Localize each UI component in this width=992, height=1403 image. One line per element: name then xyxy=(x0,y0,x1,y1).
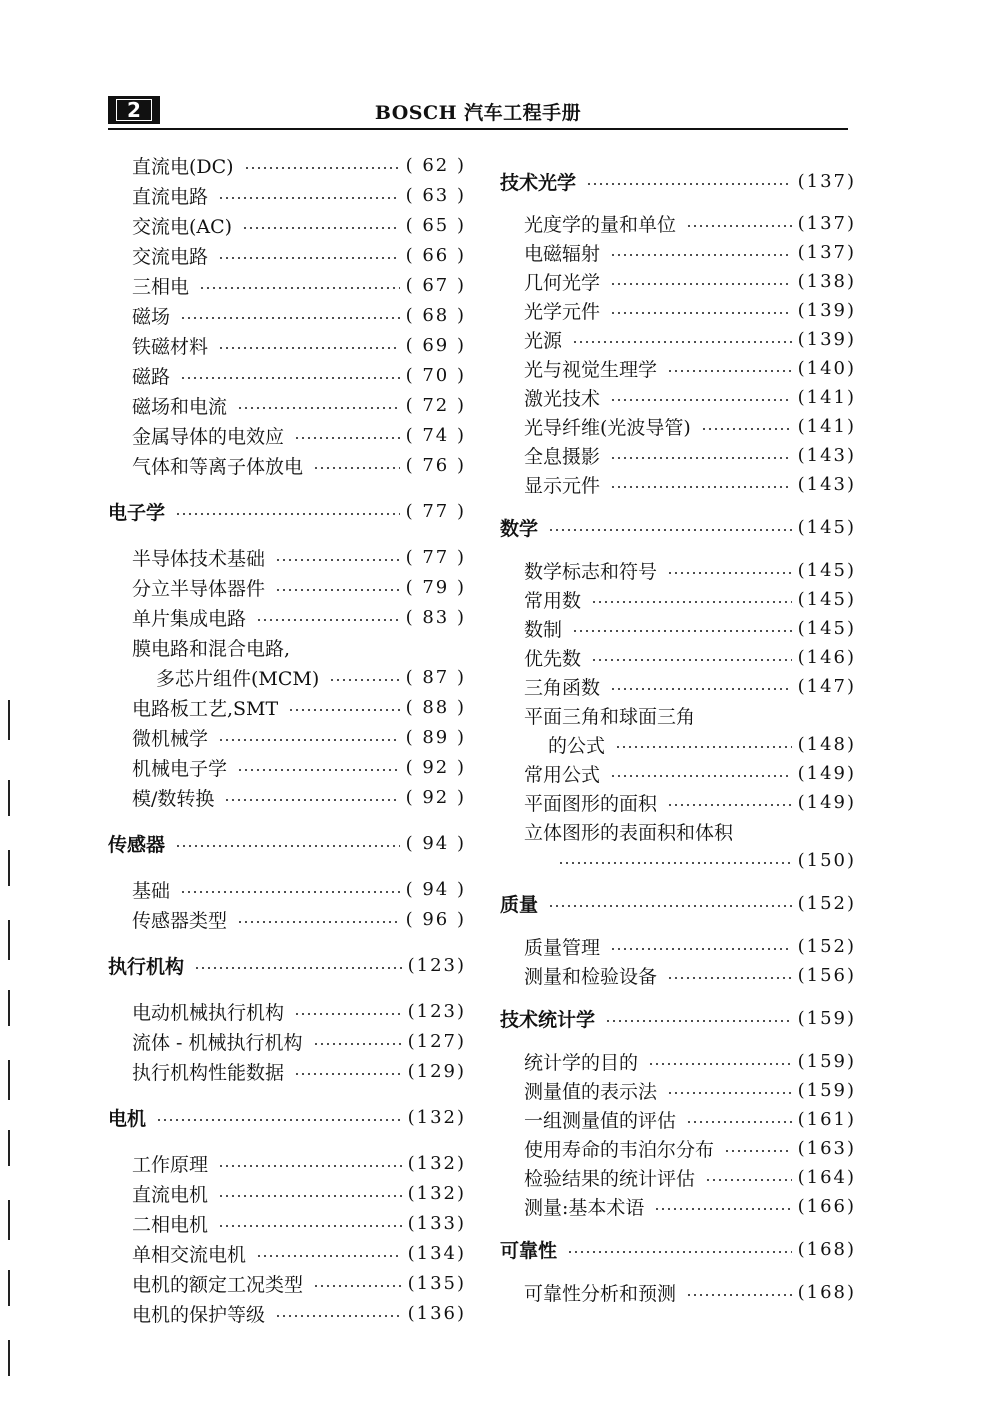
toc-entry xyxy=(500,295,856,325)
toc-page-number: (152) xyxy=(797,892,856,914)
toc-page-number: (137) xyxy=(797,241,856,263)
toc-entry-title: 的公式 xyxy=(548,734,606,757)
toc-page-number: (146) xyxy=(797,646,856,668)
dot-leader xyxy=(288,709,399,711)
toc-entry xyxy=(500,237,856,267)
toc-entry-title: 模/数转换 xyxy=(132,787,215,810)
dot-leader xyxy=(667,977,792,979)
toc-page-number: ( 94 ) xyxy=(405,832,466,854)
toc-page-number: (134) xyxy=(407,1242,466,1264)
running-title: BOSCH 汽车工程手册 xyxy=(374,102,582,124)
toc-entry xyxy=(500,324,856,354)
dot-leader xyxy=(180,891,400,893)
toc-page-number: ( 70 ) xyxy=(405,364,466,386)
toc-page-number: ( 67 ) xyxy=(405,274,466,296)
dot-leader xyxy=(180,317,400,319)
toc-entry-title: 全息摄影 xyxy=(524,445,601,468)
dot-leader xyxy=(218,257,400,259)
dot-leader xyxy=(275,1315,402,1317)
dot-leader xyxy=(294,1073,402,1075)
dot-leader xyxy=(686,225,792,227)
toc-entry-title: 单片集成电路 xyxy=(132,607,247,630)
toc-entry-title: 流体 - 机械执行机构 xyxy=(132,1031,303,1054)
toc-entry-title: 电机的额定工况类型 xyxy=(132,1273,304,1296)
toc-page-number: (136) xyxy=(407,1302,466,1324)
toc-entry xyxy=(108,420,466,450)
toc-entry-title: 多芯片组件(MCM) xyxy=(156,667,320,690)
toc-page-number: (139) xyxy=(797,328,856,350)
dot-leader xyxy=(705,1179,792,1181)
toc-entry-title: 直流电(DC) xyxy=(132,155,234,178)
dot-leader xyxy=(224,799,399,801)
toc-entry-title: 电动机械执行机构 xyxy=(132,1001,285,1024)
page-number: 2 xyxy=(116,99,152,121)
toc-entry xyxy=(108,330,466,360)
toc-page-number: (138) xyxy=(797,270,856,292)
dot-leader xyxy=(175,845,400,847)
toc-entry-title: 分立半导体器件 xyxy=(132,577,266,600)
toc-page-number: (127) xyxy=(407,1030,466,1052)
dot-leader xyxy=(237,407,400,409)
toc-entry xyxy=(108,450,466,480)
toc-page-number: ( 87 ) xyxy=(405,666,466,688)
toc-page-number: (163) xyxy=(797,1137,856,1159)
dot-leader xyxy=(610,283,792,285)
toc-entry xyxy=(108,662,466,692)
toc-entry-title: 气体和等离子体放电 xyxy=(132,455,304,478)
dot-leader xyxy=(313,1043,402,1045)
toc-page-number: (150) xyxy=(797,849,856,871)
toc-entry xyxy=(108,572,466,602)
toc-page-number: ( 92 ) xyxy=(405,786,466,808)
dot-leader xyxy=(586,183,792,185)
toc-page-number: (123) xyxy=(407,1000,466,1022)
toc-page-number: ( 79 ) xyxy=(405,576,466,598)
toc-page-number: (145) xyxy=(797,516,856,538)
dot-leader xyxy=(294,437,400,439)
toc-page-number: ( 63 ) xyxy=(405,184,466,206)
toc-entry-title: 传感器 xyxy=(108,833,166,856)
toc-entry xyxy=(500,729,856,759)
toc-page-number: (152) xyxy=(797,935,856,957)
toc-entry-title: 铁磁材料 xyxy=(132,335,209,358)
toc-entry-title: 数学标志和符号 xyxy=(524,560,658,583)
toc-entry-title: 测量:基本术语 xyxy=(524,1196,645,1219)
toc-entry-title: 传感器类型 xyxy=(132,909,228,932)
toc-entry xyxy=(108,996,466,1026)
toc-entry-title: 二相电机 xyxy=(132,1213,209,1236)
dot-leader xyxy=(610,312,792,314)
toc-page-number: (148) xyxy=(797,733,856,755)
toc-entry-title: 机械电子学 xyxy=(132,757,228,780)
toc-entry-title: 磁场和电流 xyxy=(132,395,228,418)
toc-page-number: ( 68 ) xyxy=(405,304,466,326)
toc-section-entry xyxy=(500,512,856,542)
toc-entry-title: 电磁辐射 xyxy=(524,242,601,265)
toc-entry-title: 优先数 xyxy=(524,647,582,670)
toc-entry xyxy=(500,671,856,701)
dot-leader xyxy=(548,905,792,907)
dot-leader xyxy=(218,197,400,199)
toc-page-number: (132) xyxy=(407,1182,466,1204)
dot-leader xyxy=(548,529,792,531)
toc-entry xyxy=(108,270,466,300)
toc-page-number: (132) xyxy=(407,1152,466,1174)
toc-entry xyxy=(108,782,466,812)
toc-page-number: (137) xyxy=(797,212,856,234)
dot-leader xyxy=(686,1294,792,1296)
toc-entry-title: 光导纤维(光波导管) xyxy=(524,416,691,439)
dot-leader xyxy=(605,1020,792,1022)
scan-margin-marks xyxy=(8,700,12,1380)
toc-entry-title: 工作原理 xyxy=(132,1153,209,1176)
toc-entry-title: 光学元件 xyxy=(524,300,601,323)
toc-page-number: (132) xyxy=(407,1106,466,1128)
toc-entry xyxy=(108,602,466,632)
dot-leader xyxy=(610,457,792,459)
toc-entry-title: 单相交流电机 xyxy=(132,1243,247,1266)
dot-leader xyxy=(572,341,792,343)
toc-page-number: (123) xyxy=(407,954,466,976)
toc-entry xyxy=(500,642,856,672)
toc-entry xyxy=(108,874,466,904)
toc-page-number: ( 74 ) xyxy=(405,424,466,446)
toc-entry xyxy=(500,1162,856,1192)
dot-leader xyxy=(615,746,792,748)
toc-page-number: (149) xyxy=(797,791,856,813)
toc-page-number: (164) xyxy=(797,1166,856,1188)
toc-page-number: (145) xyxy=(797,588,856,610)
dot-leader xyxy=(194,967,402,969)
toc-entry xyxy=(500,1046,856,1076)
toc-page-number: (145) xyxy=(797,617,856,639)
toc-entry xyxy=(108,632,466,662)
toc-entry-title: 电机 xyxy=(108,1107,147,1130)
toc-entry-title: 技术光学 xyxy=(500,171,577,194)
toc-entry xyxy=(500,1277,856,1307)
toc-page-number: (147) xyxy=(797,675,856,697)
toc-entry-title: 金属导体的电效应 xyxy=(132,425,285,448)
toc-entry-title: 平面三角和球面三角 xyxy=(524,705,696,728)
toc-entry-title: 可靠性分析和预测 xyxy=(524,1282,677,1305)
dot-leader xyxy=(156,1119,402,1121)
dot-leader xyxy=(667,370,792,372)
dot-leader xyxy=(218,1195,402,1197)
toc-entry xyxy=(108,1298,466,1328)
dot-leader xyxy=(667,804,792,806)
toc-entry-title: 平面图形的面积 xyxy=(524,792,658,815)
toc-section-entry xyxy=(108,950,466,980)
dot-leader xyxy=(667,572,792,574)
toc-entry-title: 微机械学 xyxy=(132,727,209,750)
toc-entry-title: 显示元件 xyxy=(524,474,601,497)
dot-leader xyxy=(218,739,400,741)
toc-page-number: (143) xyxy=(797,473,856,495)
toc-entry-title: 检验结果的统计评估 xyxy=(524,1167,696,1190)
dot-leader xyxy=(610,775,792,777)
toc-page-number: (159) xyxy=(797,1007,856,1029)
dot-leader xyxy=(313,467,400,469)
toc-entry xyxy=(500,1133,856,1163)
dot-leader xyxy=(244,167,400,169)
toc-entry-title: 直流电机 xyxy=(132,1183,209,1206)
toc-page-number: ( 66 ) xyxy=(405,244,466,266)
dot-leader xyxy=(701,428,792,430)
dot-leader xyxy=(610,948,792,950)
toc-entry-title: 可靠性 xyxy=(500,1239,558,1262)
toc-entry xyxy=(108,692,466,722)
toc-page-number: (168) xyxy=(797,1238,856,1260)
toc-entry xyxy=(108,1148,466,1178)
toc-section-entry xyxy=(500,1234,856,1264)
dot-leader xyxy=(724,1150,792,1152)
toc-entry xyxy=(108,1238,466,1268)
toc-entry-title: 膜电路和混合电路, xyxy=(132,637,291,660)
toc-page-number: (159) xyxy=(797,1050,856,1072)
toc-entry xyxy=(500,758,856,788)
toc-entry-title: 常用公式 xyxy=(524,763,601,786)
toc-entry-title: 直流电路 xyxy=(132,185,209,208)
toc-entry-title: 数学 xyxy=(500,517,539,540)
toc-entry xyxy=(500,960,856,990)
toc-entry-title: 统计学的目的 xyxy=(524,1051,639,1074)
dot-leader xyxy=(610,254,792,256)
toc-entry xyxy=(500,931,856,961)
dot-leader xyxy=(218,1165,402,1167)
toc-entry-title: 几何光学 xyxy=(524,271,601,294)
dot-leader xyxy=(610,486,792,488)
toc-page-number: ( 77 ) xyxy=(405,500,466,522)
toc-entry-title: 三角函数 xyxy=(524,676,601,699)
toc-entry xyxy=(500,845,856,875)
toc-page-number: (145) xyxy=(797,559,856,581)
toc-entry-title: 测量和检验设备 xyxy=(524,965,658,988)
toc-section-entry xyxy=(500,166,856,196)
dot-leader xyxy=(218,1225,402,1227)
toc-entry xyxy=(500,700,856,730)
toc-entry xyxy=(108,752,466,782)
toc-entry xyxy=(108,1026,466,1056)
dot-leader xyxy=(572,630,792,632)
toc-entry-title: 常用数 xyxy=(524,589,582,612)
toc-page-number: (159) xyxy=(797,1079,856,1101)
toc-entry xyxy=(500,440,856,470)
toc-entry-title: 基础 xyxy=(132,879,171,902)
toc-entry xyxy=(108,180,466,210)
toc-entry-title: 交流电路 xyxy=(132,245,209,268)
toc-page-number: ( 69 ) xyxy=(405,334,466,356)
toc-entry-title: 执行机构 xyxy=(108,955,185,978)
toc-entry-title: 电路板工艺,SMT xyxy=(132,697,279,720)
toc-page-number: (141) xyxy=(797,386,856,408)
dot-leader xyxy=(591,659,792,661)
toc-entry xyxy=(108,904,466,934)
toc-entry xyxy=(500,1075,856,1105)
toc-entry-title: 立体图形的表面积和体积 xyxy=(524,821,734,844)
dot-leader xyxy=(610,399,792,401)
toc-page-number: ( 76 ) xyxy=(405,454,466,476)
dot-leader xyxy=(256,619,400,621)
toc-page-number: (139) xyxy=(797,299,856,321)
toc-entry xyxy=(108,210,466,240)
toc-entry xyxy=(500,411,856,441)
toc-page-number: (143) xyxy=(797,444,856,466)
toc-section-entry xyxy=(500,1003,856,1033)
dot-leader xyxy=(237,921,400,923)
toc-page-number: ( 92 ) xyxy=(405,756,466,778)
dot-leader xyxy=(667,1092,792,1094)
toc-entry xyxy=(500,266,856,296)
toc-entry-title: 使用寿命的韦泊尔分布 xyxy=(524,1138,715,1161)
toc-entry xyxy=(500,208,856,238)
toc-entry xyxy=(108,300,466,330)
dot-leader xyxy=(275,589,400,591)
toc-entry-title: 激光技术 xyxy=(524,387,601,410)
dot-leader xyxy=(567,1251,792,1253)
toc-entry xyxy=(500,1191,856,1221)
dot-leader xyxy=(199,287,400,289)
toc-page-number: (140) xyxy=(797,357,856,379)
dot-leader xyxy=(610,688,792,690)
dot-leader xyxy=(237,769,400,771)
toc-entry-title: 磁场 xyxy=(132,305,171,328)
dot-leader xyxy=(218,347,400,349)
toc-entry xyxy=(108,542,466,572)
toc-entry xyxy=(108,1178,466,1208)
toc-section-entry xyxy=(108,828,466,858)
toc-entry-title: 执行机构性能数据 xyxy=(132,1061,285,1084)
toc-page-number: (149) xyxy=(797,762,856,784)
toc-entry-title: 数制 xyxy=(524,618,563,641)
dot-leader xyxy=(294,1013,402,1015)
toc-entry xyxy=(500,584,856,614)
dot-leader xyxy=(175,513,400,515)
toc-page-number: (156) xyxy=(797,964,856,986)
toc-entry-title: 光度学的量和单位 xyxy=(524,213,677,236)
toc-page-number: ( 72 ) xyxy=(405,394,466,416)
toc-entry-title: 交流电(AC) xyxy=(132,215,233,238)
toc-entry xyxy=(500,816,856,846)
toc-entry xyxy=(500,353,856,383)
dot-leader xyxy=(591,601,792,603)
toc-section-entry xyxy=(108,496,466,526)
toc-entry xyxy=(108,1268,466,1298)
toc-entry-title: 光与视觉生理学 xyxy=(524,358,658,381)
dot-leader xyxy=(275,559,400,561)
toc-entry-title: 质量管理 xyxy=(524,936,601,959)
toc-entry-title: 一组测量值的评估 xyxy=(524,1109,677,1132)
dot-leader xyxy=(242,227,400,229)
dot-leader xyxy=(686,1121,792,1123)
dot-leader xyxy=(180,377,400,379)
toc-page-number: (161) xyxy=(797,1108,856,1130)
dot-leader xyxy=(256,1255,402,1257)
toc-entry xyxy=(108,390,466,420)
toc-page-number: ( 77 ) xyxy=(405,546,466,568)
toc-entry xyxy=(500,1104,856,1134)
toc-entry xyxy=(108,150,466,180)
dot-leader xyxy=(313,1285,402,1287)
toc-entry-title: 磁路 xyxy=(132,365,171,388)
toc-entry xyxy=(108,240,466,270)
toc-entry xyxy=(108,1208,466,1238)
toc-page-number: (135) xyxy=(407,1272,466,1294)
toc-entry-title: 测量值的表示法 xyxy=(524,1080,658,1103)
toc-page-number: ( 83 ) xyxy=(405,606,466,628)
toc-page-number: ( 88 ) xyxy=(405,696,466,718)
toc-entry xyxy=(500,382,856,412)
toc-page-number: ( 89 ) xyxy=(405,726,466,748)
toc-page-number: (168) xyxy=(797,1281,856,1303)
toc-entry-title: 电机的保护等级 xyxy=(132,1303,266,1326)
toc-entry xyxy=(500,613,856,643)
toc-entry-title: 电子学 xyxy=(108,501,166,524)
toc-page-number: (141) xyxy=(797,415,856,437)
toc-page-number: (137) xyxy=(797,170,856,192)
toc-entry xyxy=(500,469,856,499)
toc-entry-title: 半导体技术基础 xyxy=(132,547,266,570)
toc-section-entry xyxy=(500,888,856,918)
dot-leader xyxy=(648,1063,792,1065)
toc-page-number: (166) xyxy=(797,1195,856,1217)
toc-page-number: ( 62 ) xyxy=(405,154,466,176)
toc-entry xyxy=(108,722,466,752)
toc-entry xyxy=(500,555,856,585)
toc-page-number: ( 94 ) xyxy=(405,878,466,900)
toc-section-entry xyxy=(108,1102,466,1132)
toc-page-number: ( 96 ) xyxy=(405,908,466,930)
toc-page-number: ( 65 ) xyxy=(405,214,466,236)
toc-entry-title: 技术统计学 xyxy=(500,1008,596,1031)
toc-entry xyxy=(108,360,466,390)
toc-entry xyxy=(500,787,856,817)
dot-leader xyxy=(654,1208,791,1210)
running-header xyxy=(108,96,848,130)
toc-entry-title: 三相电 xyxy=(132,275,190,298)
toc-page-number: (133) xyxy=(407,1212,466,1234)
toc-entry-title: 质量 xyxy=(500,893,539,916)
toc-page-number: (129) xyxy=(407,1060,466,1082)
toc-entry-title: 光源 xyxy=(524,329,563,352)
dot-leader xyxy=(329,679,399,681)
dot-leader xyxy=(558,862,792,864)
toc-entry xyxy=(108,1056,466,1086)
